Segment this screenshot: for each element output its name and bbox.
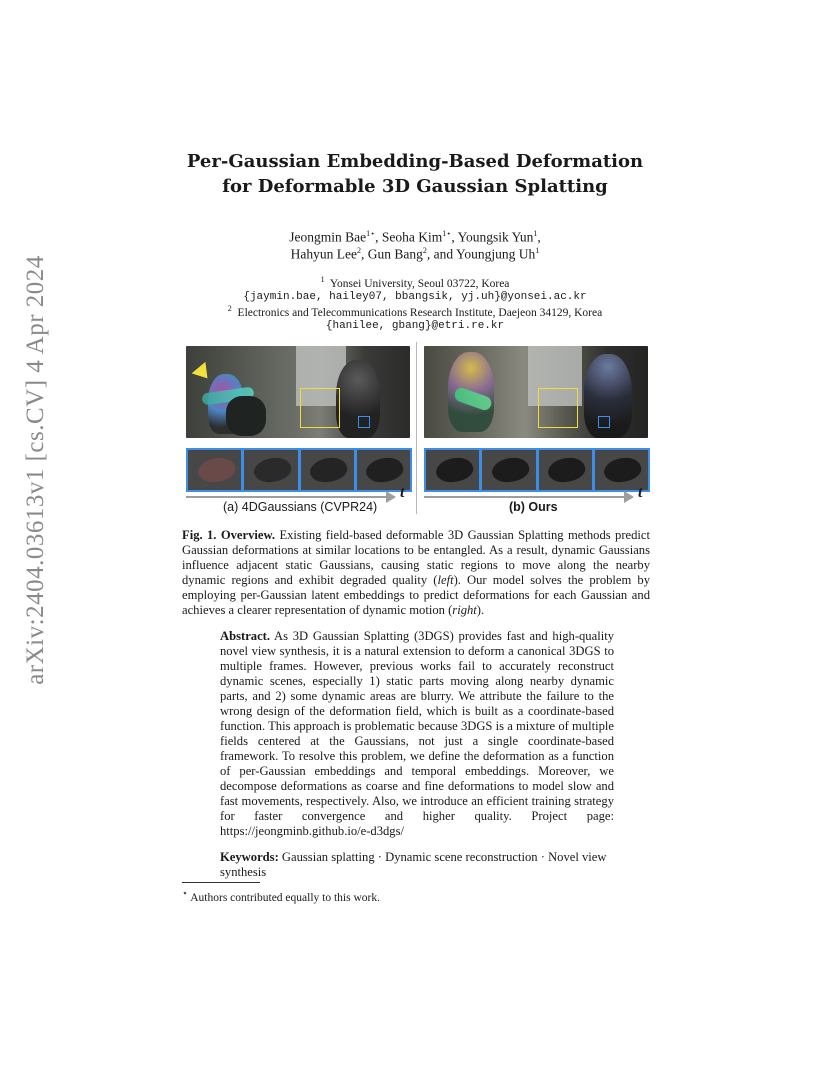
author-separator: , and [426,246,457,262]
figure-caption [182,528,650,618]
panel-label-a: (a) 4DGaussians (CVPR24) [223,500,378,514]
author-mark: 1 [535,246,540,255]
arxiv-id: arXiv:2404.03613v1 [cs.CV] 4 Apr 2024 [22,255,50,685]
arrow-shaft [186,496,386,498]
sharp-hand [602,453,645,487]
time-symbol: t [638,484,643,501]
keywords [220,850,614,880]
affiliation-text: Yonsei University, Seoul 03722, Korea [329,277,510,290]
caption-text: ). Our model solves the problem by employing per-Gaussian latent embeddings to predict deformations for each Gaussian and achieves a clearer representation of dynamic motion ( [182,573,651,617]
ours-render-image [424,346,648,438]
crop-frame [426,450,479,490]
abstract [220,629,614,839]
email-text: {jaymin.bae, hailey07, bbangsik, yj.uh}@yonsei.ac.kr [243,291,587,303]
paper-title-line-1: Per-Gaussian Embedding-Based Deformation [186,151,644,172]
sharp-hand [433,453,476,487]
time-symbol: t [400,484,405,501]
ours-crop-strip [424,448,650,492]
affiliation-1 [150,275,680,290]
baseline-render-image [186,346,410,438]
author-name: Youngsik Yun [457,229,534,245]
highlight-box-blue [598,416,610,428]
blurred-hand [251,453,294,487]
baseline-crop-strip [186,448,412,492]
affiliation-1-email [150,290,680,303]
author-name: Seoha Kim [381,229,443,245]
person-body [226,396,266,436]
footnote [182,886,650,906]
arxiv-side-stamp [16,255,56,685]
caption-heading: Overview. [220,528,276,542]
caption-text: ). [476,603,485,617]
author-name: Youngjung Uh [456,246,536,262]
abstract-text: As 3D Gaussian Splatting (3DGS) provides fast and high-quality novel view synthesis, it is a natural extension to deform a canonical 3DGS to multiple frames. However, previous works fail to accurately reconstruct dynamic scenes, especially 1) static parts moving along nearby dynamic parts, and 2) some dynamic areas are blurry. We attribute the failure to the wrong design of the deformation field, which is built as a coordinate-based function. This approach is problematic because 3DGS is a mixture of multiple fields centered at the Gaussians, not just a single coordinate-based framework. To resolve this problem, we define the deformation as a function of per-Gaussian embeddings and temporal embeddings. Moreover, we decompose deformations as coarse and fine deformations to model slow and fast movements, respectively. Also, we introduce an efficient training strategy for faster convergence and higher quality. Project page: https://jeongminb.github.io/e-d3dgs/ [220,629,614,838]
blurred-hand [364,453,407,487]
crop-frame [188,450,241,490]
crop-frame [301,450,354,490]
arrow-head-icon [386,491,396,503]
crop-frame [539,450,592,490]
caption-text: Existing field-based deformable 3D Gaussian Splatting methods predict Gaussian deformations at similar locations to be entangled. As a result, dynamic Gaussians influence adjacent static Gaussians, causing static regions to move along the nearby dynamic regions and exhibit degraded quality ( [182,528,650,587]
paper-title-line-2: for Deformable 3D Gaussian Splatting [222,176,608,197]
email-text: {hanilee, gbang}@etri.re.kr [325,320,505,332]
author-separator: , [361,246,368,262]
caption-label: Fig. 1. [182,528,217,542]
caption-emphasis: right [452,603,477,617]
crop-frame [244,450,297,490]
author-mark: 1⋆ [366,229,376,238]
author-name: Hahyun Lee [290,246,358,262]
highlight-box-blue [358,416,370,428]
yellow-arrow-icon [192,362,215,384]
highlight-box-yellow [300,388,340,428]
affiliation-mark: 1 [320,275,325,284]
author-mark: 1⋆ [442,229,452,238]
caption-emphasis: left [437,573,454,587]
affiliation-2 [150,304,680,319]
abstract-heading: Abstract. [220,629,271,643]
author-mark: 1 [533,229,538,238]
author-separator: , [451,229,458,245]
footnote-text: Authors contributed equally to this work. [190,891,380,904]
sharp-hand [545,453,588,487]
affiliation-mark: 2 [227,304,232,313]
blurred-hand [307,453,350,487]
authors-line-1 [150,229,680,246]
authors-line-2 [150,246,680,263]
footnote-rule [182,882,260,883]
author-separator: , [537,229,541,245]
blurred-hand [195,453,238,487]
panel-label-b: (b) Ours [509,500,558,514]
author-name: Jeongmin Bae [289,229,367,245]
figure-divider [416,342,417,514]
author-mark: 2 [357,246,362,255]
affiliation-2-email [150,319,680,332]
affiliation-text: Electronics and Telecommunications Research Institute, Daejeon 34129, Korea [237,306,603,319]
crop-frame [482,450,535,490]
sharp-hand [489,453,532,487]
author-mark: 2 [422,246,427,255]
author-separator: , [375,229,382,245]
highlight-box-yellow [538,388,578,428]
footnote-mark: ⋆ [182,888,188,899]
arrow-shaft [424,496,624,498]
keywords-text: Gaussian splatting · Dynamic scene reconstruction · Novel view synthesis [220,850,607,879]
arrow-head-icon [624,491,634,503]
keywords-heading: Keywords: [220,850,279,864]
author-name: Gun Bang [367,246,423,262]
